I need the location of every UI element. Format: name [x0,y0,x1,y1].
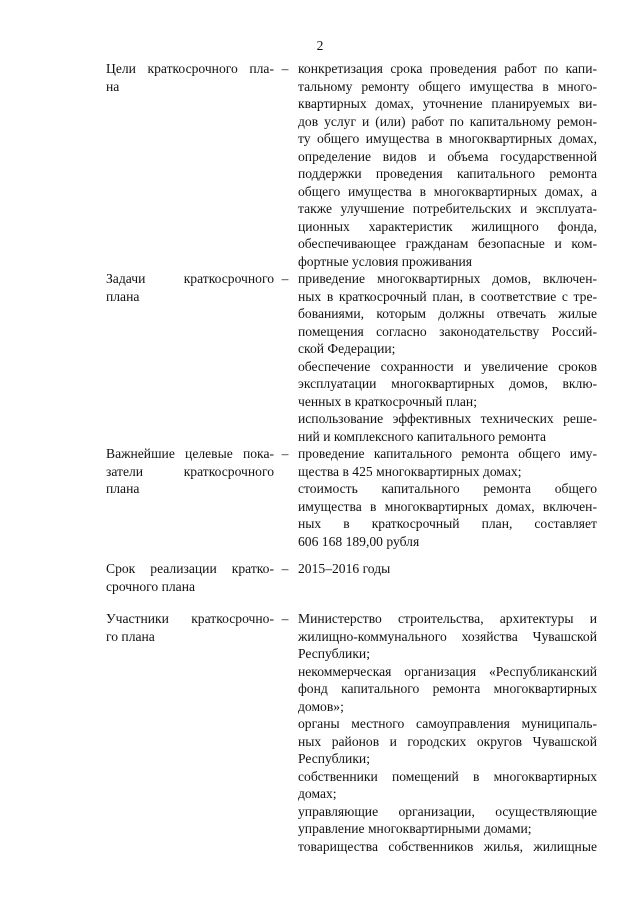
definition-paragraph [298,803,597,838]
definition-paragraph [298,560,597,578]
definition-paragraph [298,768,597,803]
text-line: 2015–2016 годы [298,561,391,576]
text-line: ний и комплексного капитального ремонта [298,428,547,444]
row-term [106,445,274,498]
text-line: товарищества собственников жилья, жилищные [298,838,597,854]
text-line: проведение капитального ремонта общего иму- [298,446,597,461]
text-line: домов»; [298,698,344,714]
term-line: плана [106,481,140,496]
term-line: Участники краткосрочно- [106,611,274,626]
text-line: ской Федерации; [298,341,396,356]
term-line: Задачи краткосрочного [106,271,274,286]
text-line: поддержки проведения капитального ремонта [298,166,597,181]
term-line: го плана [106,628,155,644]
term-line: срочного плана [106,578,196,594]
text-line: Республики; [298,751,370,766]
row-definition [298,60,597,270]
term-line: Цели краткосрочного пла- [106,61,274,76]
term-line: затели краткосрочного [106,463,274,479]
row-dash: – [281,561,289,576]
text-line: общего имущества в многоквартирных домах, а [298,183,597,199]
term-line: Срок реализации кратко- [106,561,274,576]
text-line: квартирных домах, уточнение планируемых ви- [298,96,597,111]
definition-paragraph [298,270,597,358]
text-line: некоммерческая организация «Республиканский [298,663,597,679]
text-line: управление многоквартирными домами; [298,821,532,836]
text-line: жилищно-коммунального хозяйства Чувашской [298,628,597,644]
text-line: управляющие организации, осуществляющие [298,803,597,819]
text-line: фонд капитального ремонта многоквартирных [298,681,597,696]
text-line: тальному ремонту общего имущества в много- [298,78,597,94]
term-line: на [106,78,120,94]
text-line: ционных характеристик жилищного фонда, [298,218,597,234]
text-line: домах; [298,786,337,801]
definition-paragraph [298,480,597,550]
row-term [106,610,274,645]
row-term [106,560,274,595]
row-definition [298,270,597,445]
text-line: Республики; [298,646,370,661]
text-line: органы местного самоуправления муниципаль- [298,716,597,731]
text-line: обеспечивающее гражданам безопасные и ком- [298,236,597,251]
text-line: щества в 425 многоквартирных домах; [298,463,522,479]
text-line: имущества в многоквартирных домах, включен- [298,498,597,514]
row-dash: – [281,271,289,286]
text-line: обеспечение сохранности и увеличение сроков [298,358,597,374]
row-dash: – [281,446,289,461]
text-line: эксплуатации многоквартирных домов, вклю- [298,376,597,391]
row-dash: – [281,611,289,626]
term-line: Важнейшие целевые пока- [106,446,274,461]
text-line: приведение многоквартирных домов, включен- [298,271,597,286]
definition-paragraph [298,838,597,856]
definition-paragraph [298,663,597,716]
row-dash: – [281,61,289,76]
text-line: ных в краткосрочный план, в соответствие с тре- [298,288,597,304]
text-line: использование эффективных технических реше- [298,411,597,426]
text-line: бованиями, которым должны отвечать жилые [298,306,597,321]
text-line: ных в краткосрочный план, составляет [298,516,597,531]
text-line: Министерство строительства, архитектуры и [298,611,597,626]
definition-paragraph [298,445,597,480]
text-line: стоимость капитального ремонта общего [298,481,597,496]
definition-paragraph [298,60,597,270]
text-line: конкретизация срока проведения работ по капи- [298,61,597,76]
definition-paragraph [298,610,597,663]
row-term [106,60,274,95]
text-line: ных районов и городских округов Чувашской [298,733,597,749]
text-line: ту общего имущества в многоквартирных домах, [298,131,597,146]
text-line: 606 168 189,00 рубля [298,533,420,549]
text-line: определение видов и объема государственной [298,148,597,164]
text-line: также улучшение потребительских и эксплуата- [298,201,597,216]
text-line: дов услуг и (или) работ по капитальному ремон- [298,113,597,129]
text-line: помещения согласно законодательству Россий- [298,323,597,339]
definition-paragraph [298,715,597,768]
term-line: плана [106,288,140,304]
row-definition [298,445,597,550]
row-definition [298,610,597,855]
definition-paragraph [298,358,597,411]
row-definition [298,560,597,578]
definition-paragraph [298,410,597,445]
text-line: собственники помещений в многоквартирных [298,768,597,784]
row-term [106,270,274,305]
page-number: 2 [316,38,324,53]
text-line: ченных в краткосрочный план; [298,393,477,409]
text-line: фортные условия проживания [298,253,473,269]
